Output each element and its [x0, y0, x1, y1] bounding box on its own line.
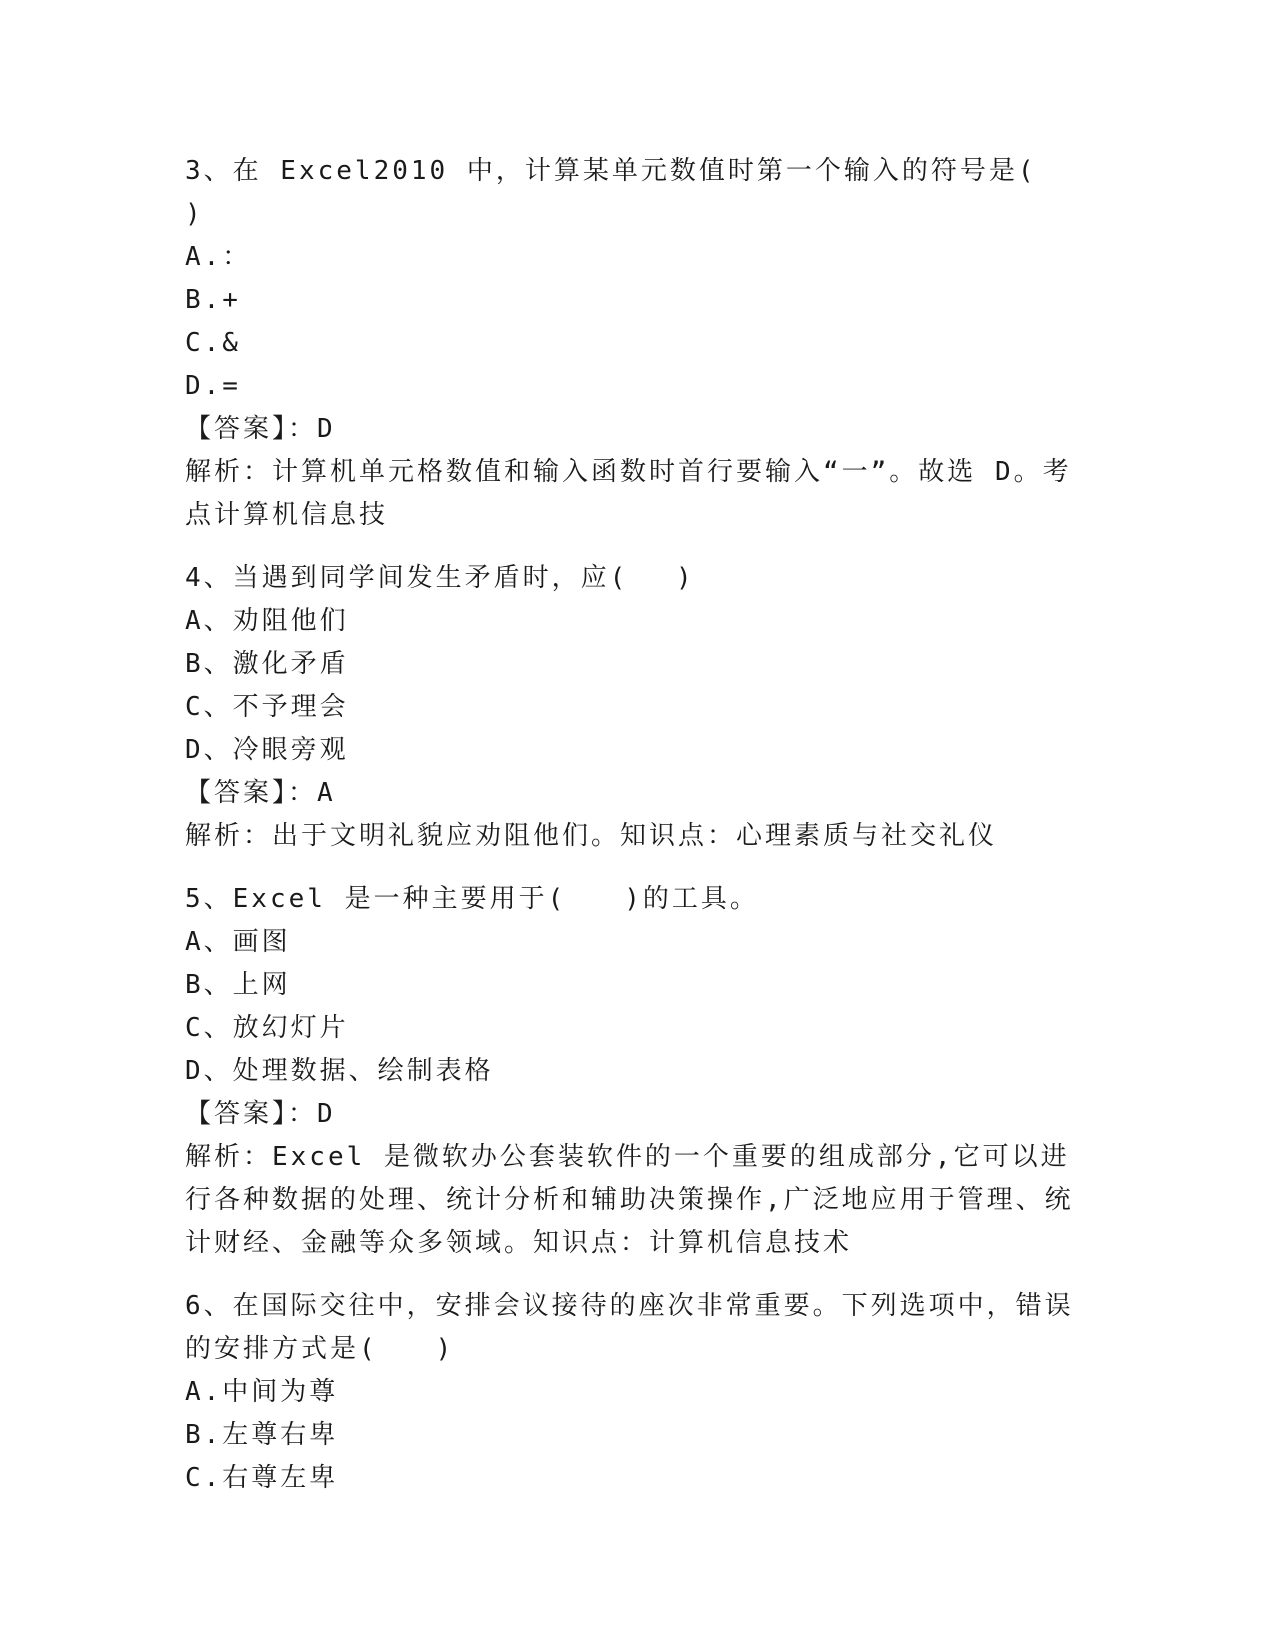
analysis: 解析：Excel 是微软办公套装软件的一个重要的组成部分,它可以进行各种数据的处理、统计分析和辅助决策操作,广泛地应用于管理、统计财经、金融等众多领域。知识点：计算机信息技术 — [185, 1142, 1074, 1258]
option-d: D.= — [185, 371, 241, 401]
option-d: D、处理数据、绘制表格 — [185, 1056, 494, 1086]
option-b: B.+ — [185, 285, 241, 315]
question-stem: 4、当遇到同学间发生矛盾时，应( ) — [185, 563, 695, 593]
question-stem: 6、在国际交往中，安排会议接待的座次非常重要。下列选项中，错误的安排方式是( ) — [185, 1291, 1074, 1364]
option-a: A、画图 — [185, 927, 291, 957]
question-5 — [185, 878, 1085, 1265]
option-b: B、上网 — [185, 970, 291, 1000]
option-b: B、激化矛盾 — [185, 649, 349, 679]
answer: 【答案】：A — [185, 778, 336, 808]
question-list — [185, 150, 1095, 1520]
option-a: A.中间为尊 — [185, 1377, 339, 1407]
question-4 — [185, 557, 1085, 858]
option-c: C、放幻灯片 — [185, 1013, 349, 1043]
question-3 — [185, 150, 1095, 537]
option-d: D、冷眼旁观 — [185, 735, 349, 765]
option-a: A、劝阻他们 — [185, 606, 349, 636]
option-c: C.& — [185, 328, 241, 358]
answer: 【答案】：D — [185, 414, 336, 444]
analysis: 解析：计算机单元格数值和输入函数时首行要输入“一”。故选 D。考点计算机信息技 — [185, 457, 1072, 530]
option-a: A.： — [185, 242, 252, 272]
option-b: B.左尊右卑 — [185, 1420, 339, 1450]
question-stem: 5、Excel 是一种主要用于( )的工具。 — [185, 884, 759, 914]
analysis: 解析：出于文明礼貌应劝阻他们。知识点：心理素质与社交礼仪 — [185, 821, 998, 851]
option-c: C.右尊左卑 — [185, 1463, 339, 1493]
answer: 【答案】：D — [185, 1099, 336, 1129]
option-c: C、不予理会 — [185, 692, 349, 722]
question-6 — [185, 1285, 1085, 1500]
question-stem: 3、在 Excel2010 中，计算某单元数值时第一个输入的符号是( ) — [185, 156, 1095, 229]
